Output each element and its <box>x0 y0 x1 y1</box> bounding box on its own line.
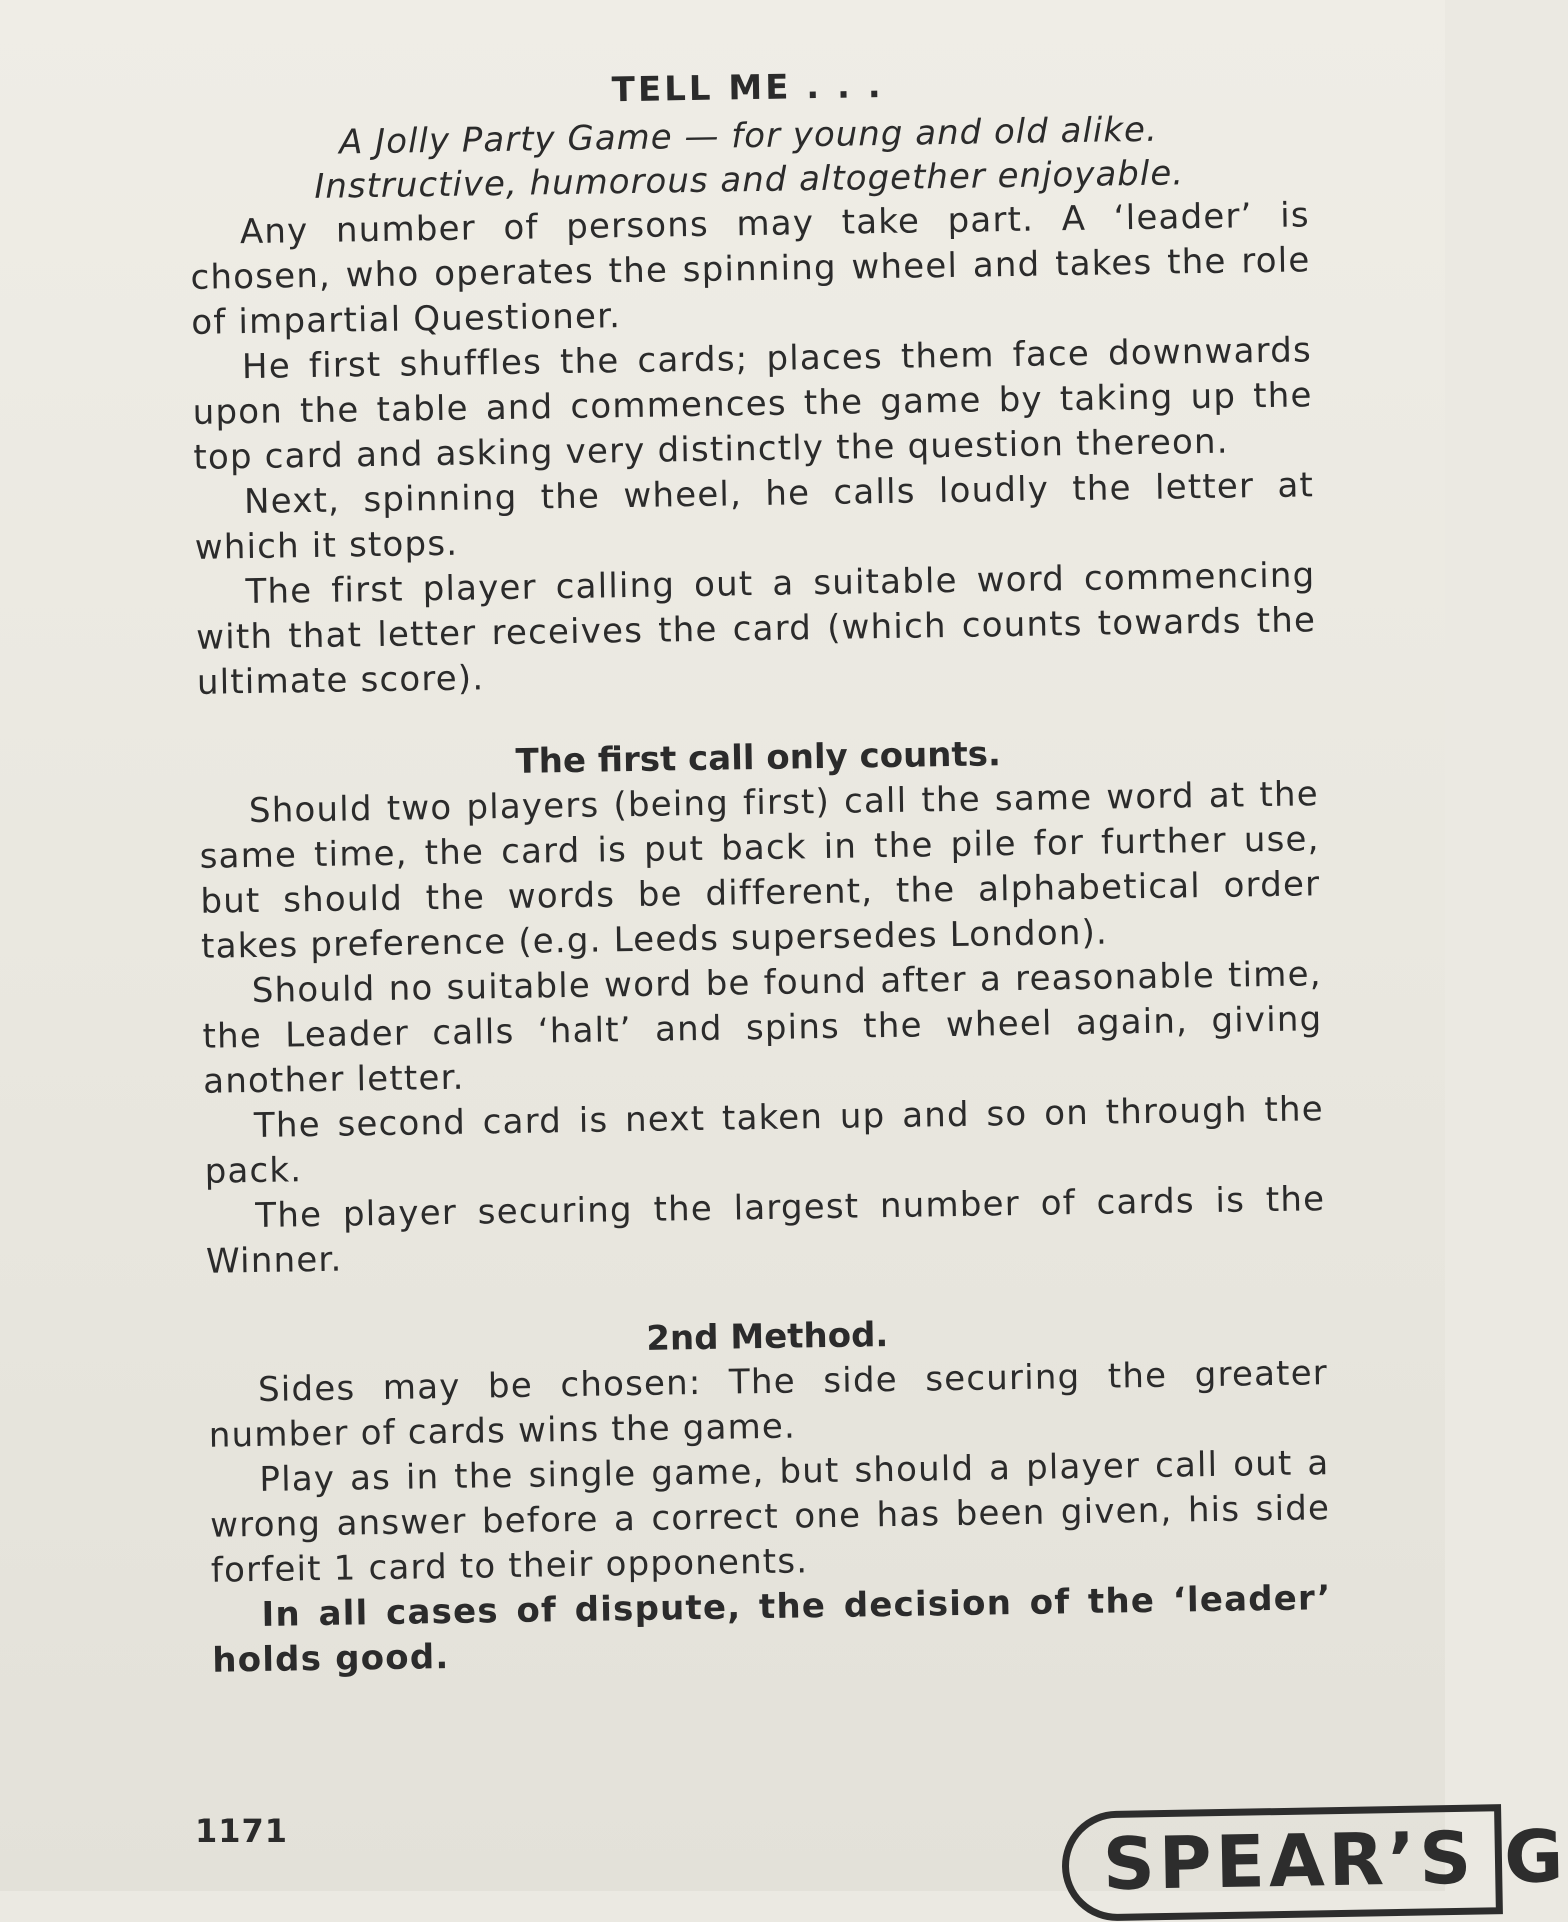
page-number: 1171 <box>195 1812 289 1850</box>
paragraph: The first player calling out a suitable word commencing with that letter receives the card (which counts towards the ultimate score). <box>195 555 1317 703</box>
document-title: TELL ME . . . <box>611 65 884 111</box>
paragraph: Should no suitable word be found after a reasonable time, the Leader calls ‘halt’ and spins the wheel again, giving another letter. <box>202 954 1323 1102</box>
paragraph: Play as in the single game, but should a player call out a wrong answer before a correct one has been given, his side forfeit 1 card to their opponents. <box>209 1443 1331 1591</box>
instruction-sheet <box>187 59 1332 1683</box>
paragraph: He first shuffles the cards; places them face downwards upon the table and commences the game by taking up the top card and asking very distinctly the question thereon. <box>192 330 1313 478</box>
paragraph: Any number of persons may take part. A ‘leader’ is chosen, who operates the spinning wheel and takes the role of impartial Questioner. <box>190 195 1311 343</box>
subtitle-line-1: A Jolly Party Game — for young and old alike. <box>338 109 1159 163</box>
subtitle-line-2: Instructive, humorous and altogether enjoyable. <box>313 153 1185 207</box>
section-heading-2nd-method: 2nd Method. <box>645 1315 889 1359</box>
spears-logo <box>1061 1804 1568 1922</box>
paragraph: Next, spinning the wheel, he calls loudly the letter at which it stops. <box>194 465 1315 568</box>
section-heading-first-call: The first call only counts. <box>515 734 1002 782</box>
paragraph: The player securing the largest number of cards is the Winner. <box>205 1179 1326 1282</box>
paragraph: The second card is next taken up and so on through the pack. <box>204 1089 1325 1192</box>
paragraph: Sides may be chosen: The side securing the greater number of cards wins the game. <box>208 1353 1329 1456</box>
logo-text: SPEAR’S G <box>1102 1814 1568 1907</box>
closing-paragraph: In all cases of dispute, the decision of the ‘leader’ holds good. <box>212 1578 1332 1681</box>
paragraph: Should two players (being first) call the same word at the same time, the card is put back in the pile for further use, but should the words be different, the alphabetical order takes preference (e.g. Leeds supersedes London). <box>199 774 1321 967</box>
